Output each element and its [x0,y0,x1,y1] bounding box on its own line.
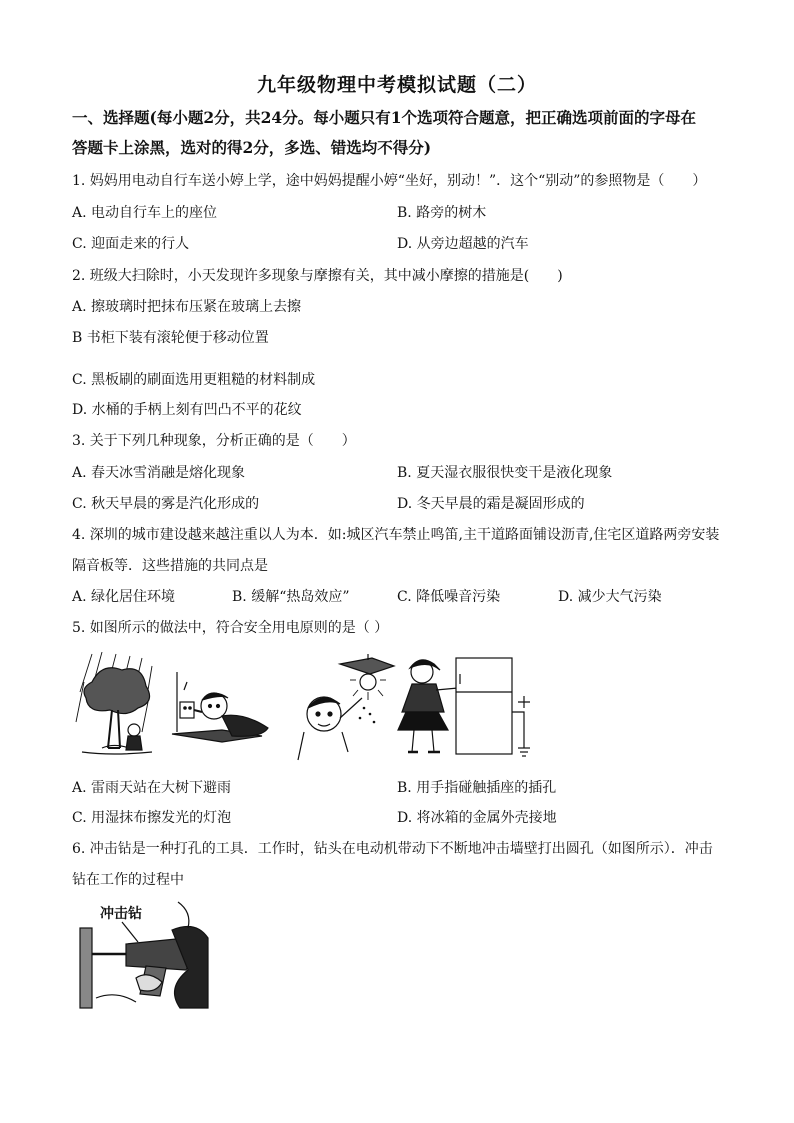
question-6-stem-line-1: 6. 冲击钻是一种打孔的工具．工作时，钻头在电动机带动下不断地冲击墙壁打出圆孔（如图所示）．冲击 [72,841,713,857]
page-title: 九年级物理中考模拟试题（二） [256,74,537,96]
question-1-option-c: C. 迎面走来的行人 [72,236,190,252]
question-4-option-d: D. 减少大气污染 [558,589,662,605]
question-3-option-b: B. 夏天湿衣服很快变干是液化现象 [397,465,613,481]
question-5-stem: 5. 如图所示的做法中，符合安全用电原则的是（ ） [72,620,389,636]
question-1-stem: 1. 妈妈用电动自行车送小婷上学，途中妈妈提醒小婷“坐好，别动！”．这个“别动”的参照物是（ ） [72,173,707,189]
child-touching-socket-illustration [172,672,268,742]
question-5-option-a: A. 雷雨天站在大树下避雨 [72,780,232,796]
tree-in-rain-illustration [76,652,152,754]
question-1-option-a: A. 电动自行车上的座位 [72,205,218,221]
question-4-option-b: B. 缓解“热岛效应” [232,589,350,605]
question-1-option-b: B. 路旁的树木 [397,205,487,221]
question-2-option-a: A. 擦玻璃时把抹布压紧在玻璃上去擦 [72,299,302,315]
question-2-stem: 2. 班级大扫除时，小天发现许多现象与摩擦有关，其中减小摩擦的措施是( ) [72,268,563,284]
section-header-line-1: 一、选择题(每小题2分，共24分。每小题只有1个选项符合题意，把正确选项前面的字母在 [72,108,696,127]
question-1-option-d: D. 从旁边超越的汽车 [397,236,529,252]
question-4-stem-line-1: 4. 深圳的城市建设越来越注重以人为本．如:城区汽车禁止鸣笛,主干道路面铺设沥青,住宅区道路两旁安装 [72,527,720,543]
question-5-option-c: C. 用湿抹布擦发光的灯泡 [72,810,232,826]
question-3-option-d: D. 冬天早晨的霜是凝固形成的 [397,496,585,512]
question-2-option-d: D. 水桶的手柄上刻有凹凸不平的花纹 [72,402,302,418]
question-3-option-a: A. 春天冰雪消融是熔化现象 [72,465,246,481]
question-3-option-c: C. 秋天早晨的雾是汽化形成的 [72,496,260,512]
impact-drill-illustration [76,898,210,1010]
impact-drill-label: 冲击钻 [100,906,142,922]
question-6-stem-line-2: 钻在工作的过程中 [72,872,184,888]
question-5-option-b: B. 用手指碰触插座的插孔 [397,780,557,796]
question-4-stem-line-2: 隔音板等．这些措施的共同点是 [72,558,268,574]
section-header-line-2: 答题卡上涂黑，选对的得2分，多选、错选均不得分) [72,138,432,157]
boy-wiping-bulb-illustration [298,654,394,760]
question-3-stem: 3. 关于下列几种现象，分析正确的是（ ） [72,433,356,449]
safety-illustrations [72,652,552,762]
question-5-option-d: D. 将冰箱的金属外壳接地 [397,810,557,826]
question-2-option-b: B 书柜下装有滚轮便于移动位置 [72,330,269,346]
grounded-fridge-illustration [398,658,530,756]
question-4-option-a: A. 绿化居住环境 [72,589,176,605]
question-2-option-c: C. 黑板刷的刷面选用更粗糙的材料制成 [72,372,316,388]
question-4-option-c: C. 降低噪音污染 [397,589,501,605]
